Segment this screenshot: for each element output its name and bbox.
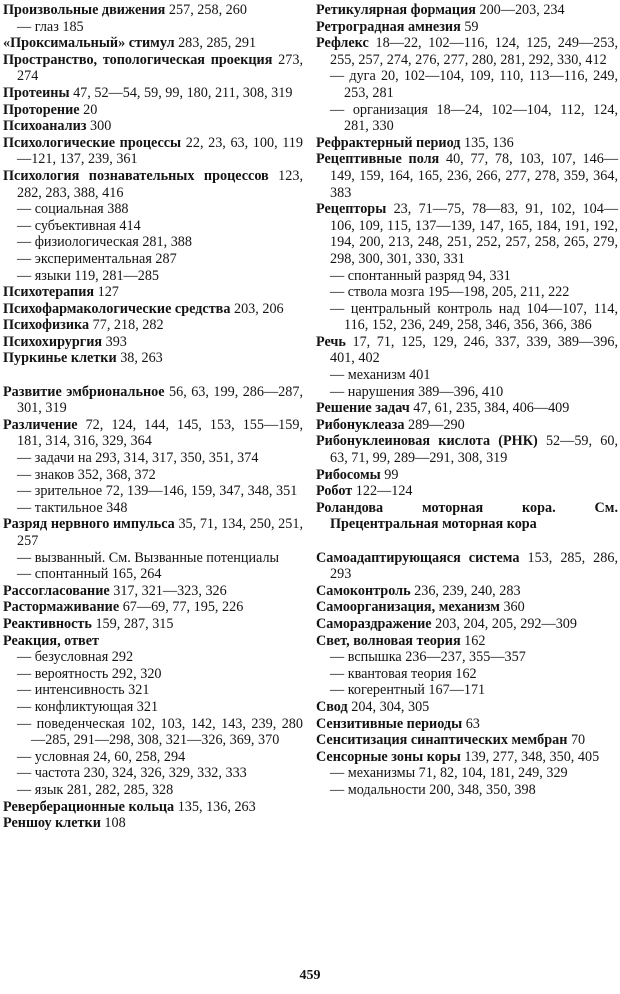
entry-page-refs: 317, 321—323, 326 bbox=[113, 582, 227, 599]
index-entry bbox=[3, 301, 303, 318]
section-gap bbox=[316, 533, 618, 550]
entry-page-refs: 23, 71—75, 78—83, 91, 102, 104—106, 109, 115, 137—139, 147, 165, 184, 191, 192, 194, 200, 213, 248, 251, 252, 257, 258, 265, 279, 298, 300, 301, 330, 331 bbox=[330, 201, 619, 267]
entry-page-refs: 135, 136, 263 bbox=[177, 798, 256, 815]
subentry-text: — когерентный 167—171 bbox=[330, 682, 486, 699]
entry-term: Развитие эмбриональное bbox=[3, 383, 165, 400]
index-subentry bbox=[316, 301, 618, 334]
entry-page-refs: 18—22, 102—116, 124, 125, 249—253, 255, 257, 274, 276, 277, 280, 281, 292, 330, 412 bbox=[330, 35, 618, 68]
entry-term: Пуркинье клетки bbox=[3, 350, 117, 367]
index-subentry bbox=[316, 284, 618, 301]
index-subentry bbox=[3, 566, 303, 583]
entry-term: Протеины bbox=[3, 84, 70, 101]
entry-term: Реактивность bbox=[3, 615, 92, 632]
entry-term: Рецепторы bbox=[316, 201, 387, 218]
index-entry bbox=[316, 550, 618, 583]
subentry-text: — безусловная 292 bbox=[17, 649, 134, 666]
subentry-text: — частота 230, 324, 326, 329, 332, 333 bbox=[17, 765, 247, 782]
subentry-text: — вызванный. См. Вызванные потенциалы bbox=[17, 549, 280, 566]
entry-term: Растормаживание bbox=[3, 599, 120, 616]
index-subentry bbox=[3, 666, 303, 683]
index-entry bbox=[3, 350, 303, 367]
subentry-text: — ствола мозга 195—198, 205, 211, 222 bbox=[330, 284, 570, 301]
entry-term: Самоорганизация, механизм bbox=[316, 599, 500, 616]
entry-term: Психологические процессы bbox=[3, 134, 182, 151]
index-subentry bbox=[316, 384, 618, 401]
entry-term: Психотерапия bbox=[3, 284, 95, 301]
entry-page-refs: 59 bbox=[464, 18, 479, 35]
entry-page-refs: 52—59, 60, 63, 71, 99, 289—291, 308, 319 bbox=[330, 433, 619, 467]
entry-page-refs: 236, 239, 240, 283 bbox=[414, 582, 521, 599]
section-gap bbox=[3, 367, 303, 384]
entry-page-refs: 153, 285, 286, 293 bbox=[330, 549, 619, 583]
index-subentry bbox=[3, 268, 303, 285]
entry-page-refs: 300 bbox=[90, 118, 112, 135]
index-column-left bbox=[3, 2, 303, 832]
index-entry bbox=[316, 483, 618, 500]
subentry-text: — дуга 20, 102—104, 109, 110, 113—116, 249, 253, 281 bbox=[330, 68, 618, 101]
entry-page-refs: 56, 63, 199, 286—287, 301, 319 bbox=[17, 383, 303, 417]
entry-page-refs: 35, 71, 134, 250, 251, 257 bbox=[17, 516, 304, 549]
index-subentry bbox=[316, 367, 618, 384]
index-entry bbox=[316, 599, 618, 616]
index-subentry bbox=[316, 268, 618, 285]
index-subentry bbox=[316, 666, 618, 683]
index-subentry bbox=[3, 218, 303, 235]
entry-page-refs: 122—124 bbox=[355, 483, 413, 500]
index-entry bbox=[3, 633, 303, 650]
subentry-text: — поведенческая 102, 103, 142, 143, 239, 280—285, 291—298, 308, 321—326, 369, 370 bbox=[17, 715, 303, 749]
entry-term: Свет, волновая теория bbox=[316, 632, 461, 649]
subentry-text: — нарушения 389—396, 410 bbox=[330, 383, 504, 400]
entry-term: Реверберационные кольца bbox=[3, 798, 175, 815]
index-subentry bbox=[316, 68, 618, 101]
entry-term: Психоанализ bbox=[3, 118, 87, 135]
entry-page-refs: 204, 304, 305 bbox=[351, 698, 430, 715]
index-entry bbox=[3, 135, 303, 168]
entry-page-refs: 63 bbox=[465, 715, 480, 732]
subentry-text: — интенсивность 321 bbox=[17, 682, 150, 699]
index-subentry bbox=[3, 682, 303, 699]
subentry-text: — организация 18—24, 102—104, 112, 124, 281, 330 bbox=[330, 101, 618, 135]
index-subentry bbox=[3, 19, 303, 36]
entry-term: Произвольные движения bbox=[3, 2, 166, 18]
subentry-text: — социальная 388 bbox=[17, 201, 129, 218]
index-column-right bbox=[316, 2, 618, 799]
index-entry bbox=[316, 35, 618, 68]
subentry-text: — вероятность 292, 320 bbox=[17, 665, 162, 682]
index-entry bbox=[3, 815, 303, 832]
index-entry bbox=[316, 433, 618, 466]
index-subentry bbox=[3, 699, 303, 716]
subentry-text: — механизмы 71, 82, 104, 181, 249, 329 bbox=[330, 765, 568, 782]
index-entry bbox=[3, 52, 303, 85]
entry-term: Рибосомы bbox=[316, 466, 381, 483]
entry-term: Реакция, ответ bbox=[3, 632, 99, 649]
entry-term: Сенсорные зоны коры bbox=[316, 748, 461, 765]
entry-term: Свод bbox=[316, 698, 348, 715]
index-entry bbox=[3, 334, 303, 351]
subentry-text: — спонтанный 165, 264 bbox=[17, 566, 162, 583]
entry-page-refs: 40, 77, 78, 103, 107, 146—149, 159, 164, 165, 236, 266, 277, 278, 359, 364, 383 bbox=[330, 151, 619, 201]
index-subentry bbox=[3, 450, 303, 467]
index-entry bbox=[3, 35, 303, 52]
index-entry bbox=[3, 583, 303, 600]
subentry-text: — зрительное 72, 139—146, 159, 347, 348, 351 bbox=[17, 483, 298, 500]
subentry-text: — квантовая теория 162 bbox=[330, 665, 477, 682]
entry-term: Различение bbox=[3, 416, 78, 433]
subentry-text: — субъективная 414 bbox=[17, 217, 141, 234]
entry-term: Роландова моторная кора. См. Прецентральная моторная кора bbox=[316, 499, 618, 533]
entry-page-refs: 38, 263 bbox=[120, 350, 163, 367]
subentry-text: — вспышка 236—237, 355—357 bbox=[330, 649, 526, 666]
entry-page-refs: 162 bbox=[464, 632, 486, 649]
subentry-text: — глаз 185 bbox=[17, 18, 84, 35]
entry-term: Психофармакологические средства bbox=[3, 300, 231, 317]
index-subentry bbox=[3, 782, 303, 799]
entry-term: Психохирургия bbox=[3, 333, 103, 350]
index-subentry bbox=[3, 500, 303, 517]
index-entry bbox=[3, 616, 303, 633]
index-entry bbox=[3, 516, 303, 549]
subentry-text: — спонтанный разряд 94, 331 bbox=[330, 267, 511, 284]
index-subentry bbox=[3, 749, 303, 766]
entry-term: «Проксимальный» стимул bbox=[3, 35, 175, 52]
index-entry bbox=[316, 417, 618, 434]
index-entry bbox=[316, 633, 618, 650]
index-subentry bbox=[316, 649, 618, 666]
entry-page-refs: 127 bbox=[97, 284, 119, 301]
index-entry bbox=[316, 201, 618, 267]
entry-page-refs: 70 bbox=[570, 732, 586, 749]
index-subentry bbox=[3, 716, 303, 749]
index-entry bbox=[316, 2, 618, 19]
index-entry bbox=[3, 284, 303, 301]
index-subentry bbox=[316, 682, 618, 699]
entry-term: Реншоу клетки bbox=[3, 815, 101, 832]
entry-term: Самораздражение bbox=[316, 615, 432, 632]
index-entry bbox=[3, 2, 303, 19]
subentry-text: — условная 24, 60, 258, 294 bbox=[17, 748, 186, 765]
subentry-text: — центральный контроль над 104—107, 114, 116, 152, 236, 249, 258, 346, 356, 366, 386 bbox=[330, 300, 618, 334]
subentry-text: — тактильное 348 bbox=[17, 499, 128, 516]
entry-page-refs: 108 bbox=[104, 815, 126, 832]
entry-term: Рефрактерный период bbox=[316, 134, 461, 151]
entry-term: Самоадаптирующаяся система bbox=[316, 549, 520, 566]
entry-page-refs: 139, 277, 348, 350, 405 bbox=[464, 748, 600, 765]
index-subentry bbox=[3, 649, 303, 666]
index-entry bbox=[316, 400, 618, 417]
index-subentry bbox=[316, 782, 618, 799]
entry-term: Проторение bbox=[3, 101, 80, 118]
index-entry bbox=[316, 583, 618, 600]
entry-term: Сензитивные периоды bbox=[316, 715, 463, 732]
index-entry bbox=[316, 732, 618, 749]
subentry-text: — язык 281, 282, 285, 328 bbox=[17, 781, 174, 798]
index-entry bbox=[316, 151, 618, 201]
subentry-text: — языки 119, 281—285 bbox=[17, 267, 160, 284]
index-entry bbox=[3, 417, 303, 450]
subentry-text: — физиологическая 281, 388 bbox=[17, 234, 192, 251]
entry-term: Рибонуклеаза bbox=[316, 416, 405, 433]
subentry-text: — модальности 200, 348, 350, 398 bbox=[330, 781, 536, 798]
index-entry bbox=[316, 500, 618, 533]
index-subentry bbox=[3, 550, 303, 567]
entry-page-refs: 159, 287, 315 bbox=[95, 615, 174, 632]
entry-term: Психофизика bbox=[3, 317, 90, 334]
subentry-text: — механизм 401 bbox=[330, 367, 431, 384]
entry-page-refs: 135, 136 bbox=[464, 134, 514, 151]
index-entry bbox=[316, 19, 618, 36]
index-entry bbox=[3, 85, 303, 102]
entry-page-refs: 99 bbox=[384, 466, 399, 483]
entry-term: Рассогласование bbox=[3, 582, 110, 599]
entry-page-refs: 22, 23, 63, 100, 119—121, 137, 239, 361 bbox=[17, 134, 303, 168]
entry-term: Самоконтроль bbox=[316, 582, 411, 599]
index-subentry bbox=[3, 483, 303, 500]
index-subentry bbox=[316, 102, 618, 135]
entry-page-refs: 203, 206 bbox=[233, 300, 284, 317]
entry-term: Психология познавательных процессов bbox=[3, 167, 269, 184]
entry-page-refs: 47, 52—54, 59, 99, 180, 211, 308, 319 bbox=[73, 84, 293, 101]
entry-page-refs: 17, 71, 125, 129, 246, 337, 339, 389—396, 401, 402 bbox=[330, 333, 619, 367]
entry-page-refs: 72, 124, 144, 145, 153, 155—159, 181, 314, 316, 329, 364 bbox=[17, 416, 304, 450]
index-entry bbox=[3, 102, 303, 119]
index-entry bbox=[3, 118, 303, 135]
index-entry bbox=[316, 716, 618, 733]
index-entry bbox=[316, 467, 618, 484]
index-entry bbox=[316, 334, 618, 367]
entry-term: Решение задач bbox=[316, 400, 410, 417]
entry-page-refs: 360 bbox=[503, 599, 525, 616]
entry-page-refs: 283, 285, 291 bbox=[178, 35, 257, 52]
index-subentry bbox=[3, 251, 303, 268]
entry-term: Робот bbox=[316, 483, 353, 500]
index-entry bbox=[316, 616, 618, 633]
entry-term: Ретикулярная формация bbox=[316, 2, 476, 18]
subentry-text: — конфликтующая 321 bbox=[17, 698, 159, 715]
entry-page-refs: 393 bbox=[105, 333, 127, 350]
entry-page-refs: 67—69, 77, 195, 226 bbox=[122, 599, 244, 616]
entry-page-refs: 200—203, 234 bbox=[479, 2, 565, 18]
entry-page-refs: 77, 218, 282 bbox=[92, 317, 164, 334]
subentry-text: — экспериментальная 287 bbox=[17, 250, 177, 267]
index-entry bbox=[3, 799, 303, 816]
entry-page-refs: 47, 61, 235, 384, 406—409 bbox=[413, 400, 570, 417]
entry-term: Разряд нервного импульса bbox=[3, 516, 175, 533]
entry-page-refs: 203, 204, 205, 292—309 bbox=[435, 615, 577, 632]
index-entry bbox=[316, 699, 618, 716]
index-entry bbox=[3, 317, 303, 334]
entry-term: Рецептивные поля bbox=[316, 151, 440, 168]
entry-page-refs: 20 bbox=[83, 101, 98, 118]
index-subentry bbox=[3, 765, 303, 782]
index-entry bbox=[3, 168, 303, 201]
subentry-text: — задачи на 293, 314, 317, 350, 351, 374 bbox=[17, 450, 259, 467]
entry-term: Пространство, топологическая проекция bbox=[3, 51, 273, 68]
index-entry bbox=[3, 384, 303, 417]
entry-page-refs: 123, 282, 283, 388, 416 bbox=[17, 167, 303, 201]
entry-term: Рибонуклеиновая кислота (РНК) bbox=[316, 433, 538, 450]
entry-term: Рефлекс bbox=[316, 35, 369, 52]
subentry-text: — знаков 352, 368, 372 bbox=[17, 466, 156, 483]
index-subentry bbox=[316, 765, 618, 782]
index-entry bbox=[316, 749, 618, 766]
index-subentry bbox=[3, 201, 303, 218]
page-number: 459 bbox=[299, 968, 321, 983]
entry-page-refs: 257, 258, 260 bbox=[168, 2, 247, 18]
entry-term: Речь bbox=[316, 333, 346, 350]
index-entry bbox=[3, 599, 303, 616]
entry-page-refs: 273, 274 bbox=[17, 51, 303, 85]
index-subentry bbox=[3, 234, 303, 251]
entry-term: Ретроградная амнезия bbox=[316, 18, 461, 35]
entry-term: Сенситизация синаптических мембран bbox=[316, 732, 568, 749]
entry-page-refs: 289—290 bbox=[407, 416, 465, 433]
index-subentry bbox=[3, 467, 303, 484]
index-entry bbox=[316, 135, 618, 152]
